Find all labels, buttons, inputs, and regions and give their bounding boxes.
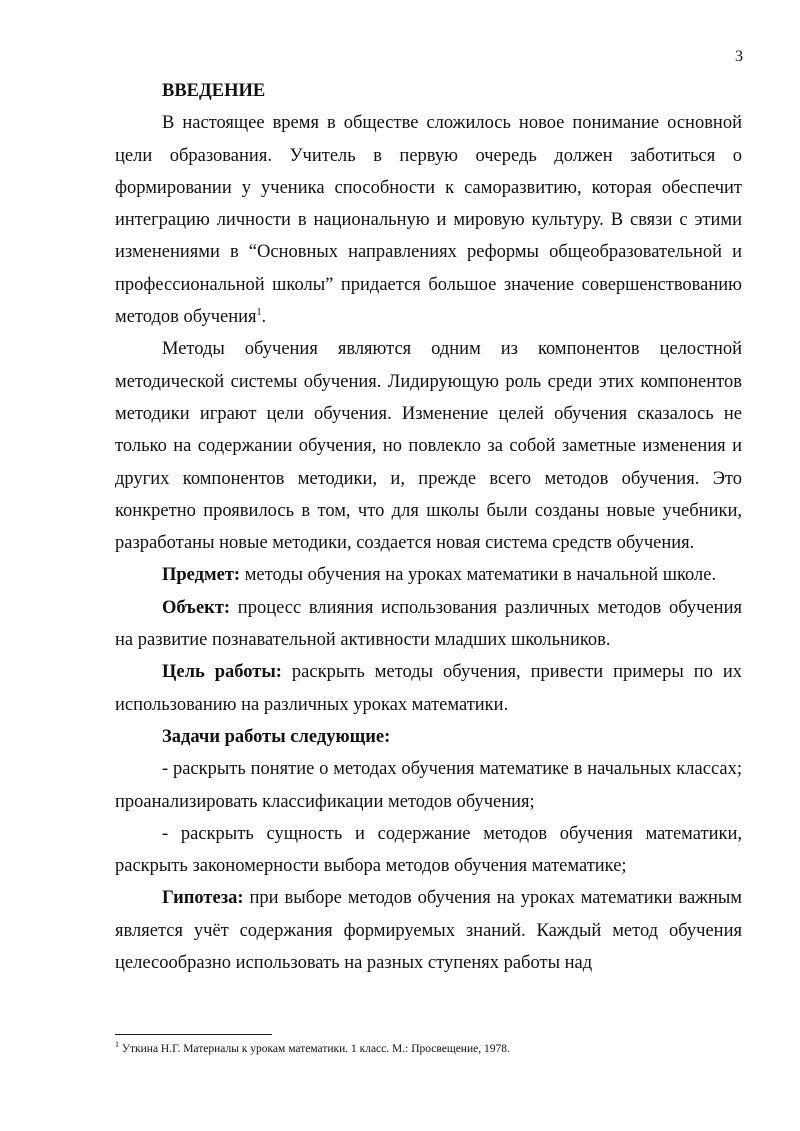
footnote-reference[interactable]: 1 bbox=[256, 306, 262, 318]
task-item: - раскрыть сущность и содержание методов обучения математики, раскрыть закономерности выбора методов обучения математике; bbox=[115, 823, 742, 877]
footnote-text: Уткина Н.Г. Материалы к урокам математики. 1 класс. М.: Просвещение, 1978. bbox=[119, 1043, 510, 1055]
goal-label: Цель работы: bbox=[162, 662, 282, 683]
intro-paragraph-text: В настоящее время в обществе сложилось новое понимание основной цели образования. Учитель в первую очередь должен заботиться о формировании у ученика способности к саморазвитию, которая обеспечит интеграцию личности в национальную и мировую культуру. В связи с этими изменениями в “Основных направлениях реформы общеобразовательной и профессиональной школы” придается большое значение совершенствованию методов обучения bbox=[115, 113, 742, 328]
intro-paragraph-end: . bbox=[261, 307, 267, 328]
goal-paragraph bbox=[115, 656, 742, 721]
footnote bbox=[115, 1042, 742, 1056]
footnote-marker: 1 bbox=[115, 1040, 119, 1050]
subject-label: Предмет: bbox=[162, 565, 241, 586]
methods-paragraph: Методы обучения являются одним из компонентов целостной методической системы обучения. Лидирующую роль среди этих компонентов методики играют цели обучения. Изменение целей обучения сказалось не только на содержании обучения, но повлекло за собой заметные изменения и других компонентов методики, и, прежде всего методов обучения. Это конкретно проявилось в том, что для школы были созданы новые учебники, разработаны новые методики, создается новая система средств обучения. bbox=[115, 339, 742, 554]
goal-text: раскрыть методы обучения, привести примеры по их использованию на различных уроках математики. bbox=[115, 662, 742, 715]
section-heading: ВВЕДЕНИЕ bbox=[162, 81, 266, 101]
hypothesis-label: Гипотеза: bbox=[162, 888, 244, 909]
page-body bbox=[115, 75, 742, 979]
footnote-divider bbox=[115, 1034, 272, 1035]
intro-paragraph bbox=[115, 107, 742, 333]
subject-text: методы обучения на уроках математики в начальной школе. bbox=[240, 565, 717, 586]
object-label: Объект: bbox=[162, 597, 231, 618]
hypothesis-text: при выборе методов обучения на уроках математики важным является учёт содержания формируемых знаний. Каждый метод обучения целесообразно использовать на разных ступенях работы над bbox=[115, 888, 742, 974]
object-text: процесс влияния использования различных методов обучения на развитие познавательной активности младших школьников. bbox=[115, 597, 742, 651]
subject-paragraph bbox=[115, 559, 742, 591]
hypothesis-paragraph bbox=[115, 882, 742, 979]
object-paragraph bbox=[115, 592, 742, 657]
page-number: 3 bbox=[735, 48, 743, 65]
tasks-heading: Задачи работы следующие: bbox=[162, 726, 391, 747]
task-item: - раскрыть понятие о методах обучения математике в начальных классах; проанализировать классификации методов обучения; bbox=[115, 759, 742, 812]
